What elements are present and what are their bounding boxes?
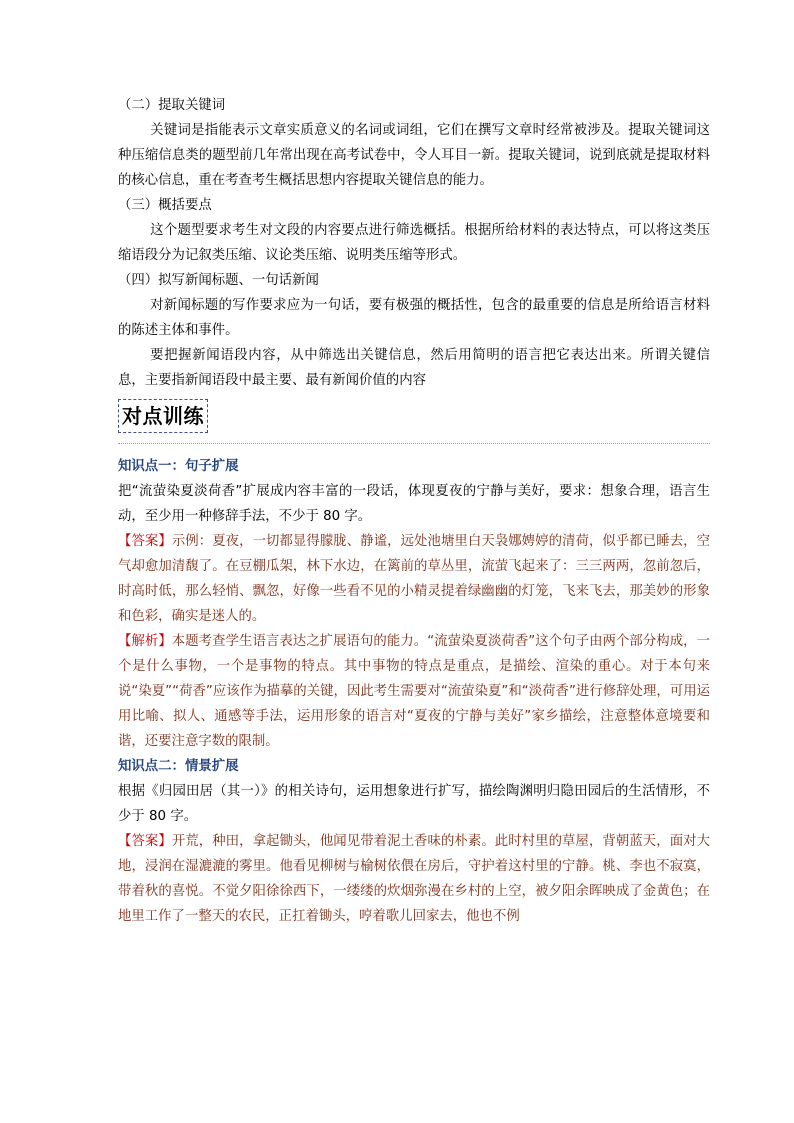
section-heading: （二）提取关键词	[118, 98, 226, 113]
section-paragraph: 要把握新闻语段内容，从中筛选出关键信息，然后用简明的语言把它表达出来。所谓关键信息，主要指新闻语段中最主要、最有新闻价值的内容	[118, 348, 710, 388]
answer-tag: 【答案】	[118, 834, 172, 849]
section-paragraph: 对新闻标题的写作要求应为一句话，要有极强的概括性，包含的最重要的信息是所给语言材料的陈述主体和事件。	[118, 298, 710, 338]
answer-block	[118, 529, 710, 629]
knowledge-point-title: 知识点二：情景扩展	[118, 759, 239, 774]
divider	[118, 443, 710, 444]
question-text: 把“流萤染夏淡荷香”扩展成内容丰富的一段话，体现夏夜的宁静与美好，要求：想象合理，语言生动，至少用一种修辞手法，不少于 80 字。	[118, 484, 710, 524]
answer-text: 示例：夏夜，一切都显得朦胧、静谧，远处池塘里白天袅娜娉婷的清荷，似乎都已睡去，空气却愈加清馥了。在豆棚瓜架，林下水边，在篱前的草丛里，流萤飞起来了：三三两两，忽前忽后，时高时低，那么轻悄、飘忽，好像一些看不见的小精灵提着绿幽幽的灯笼，飞来飞去，那美妙的形象和色彩，确实是迷人的。	[118, 534, 711, 624]
section-heading: （三）概括要点	[118, 198, 212, 213]
section-paragraph: 这个题型要求考生对文段的内容要点进行筛选概括。根据所给材料的表达特点，可以将这类压缩语段分为记叙类压缩、议论类压缩、说明类压缩等形式。	[118, 223, 710, 263]
answer-text: 开荒，种田，拿起锄头，他闻见带着泥土香味的朴素。此时村里的草屋，背朝蓝天，面对大地，浸润在湿漉漉的雾里。他看见柳树与榆树依偎在房后，守护着这村里的宁静。桃、李也不寂寞，带着秋的喜悦。不觉夕阳徐徐西下，一缕缕的炊烟弥漫在乡村的上空，被夕阳余晖映成了金黄色；在地里工作了一整天的农民，正扛着锄头，哼着歌儿回家去，他也不例	[118, 834, 711, 924]
question-text: 根据《归园田居（其一）》的相关诗句，运用想象进行扩写，描绘陶渊明归隐田园后的生活情形，不少于 80 字。	[118, 784, 710, 824]
knowledge-point-title: 知识点一：句子扩展	[118, 459, 239, 474]
section-paragraph: 关键词是指能表示文章实质意义的名词或词组，它们在撰写文章时经常被涉及。提取关键词这种压缩信息类的题型前几年常出现在高考试卷中，令人耳目一新。提取关键词，说到底就是提取材料的核心信息，重在考查考生概括思想内容提取关键信息的能力。	[118, 123, 710, 188]
section-heading: （四）拟写新闻标题、一句话新闻	[118, 273, 319, 288]
answer-tag: 【答案】	[118, 534, 172, 549]
training-title: 对点训练	[118, 399, 208, 433]
analysis-text: 本题考查学生语言表达之扩展语句的能力。“流萤染夏淡荷香”这个句子由两个部分构成，一个是什么事物，一个是事物的特点。其中事物的特点是重点，是描绘、渲染的重心。对于本句来说“染夏”“荷香”应该作为描摹的关键，因此考生需要对“流萤染夏”和“淡荷香”进行修辞处理，可用运用比喻、拟人、通感等手法，运用形象的语言对“夏夜的宁静与美好”家乡描绘，注意整体意境要和谐，还要注意字数的限制。	[118, 634, 711, 749]
answer-block	[118, 829, 710, 929]
analysis-block	[118, 629, 710, 754]
analysis-tag: 【解析】	[118, 634, 172, 649]
document-page	[118, 93, 710, 929]
